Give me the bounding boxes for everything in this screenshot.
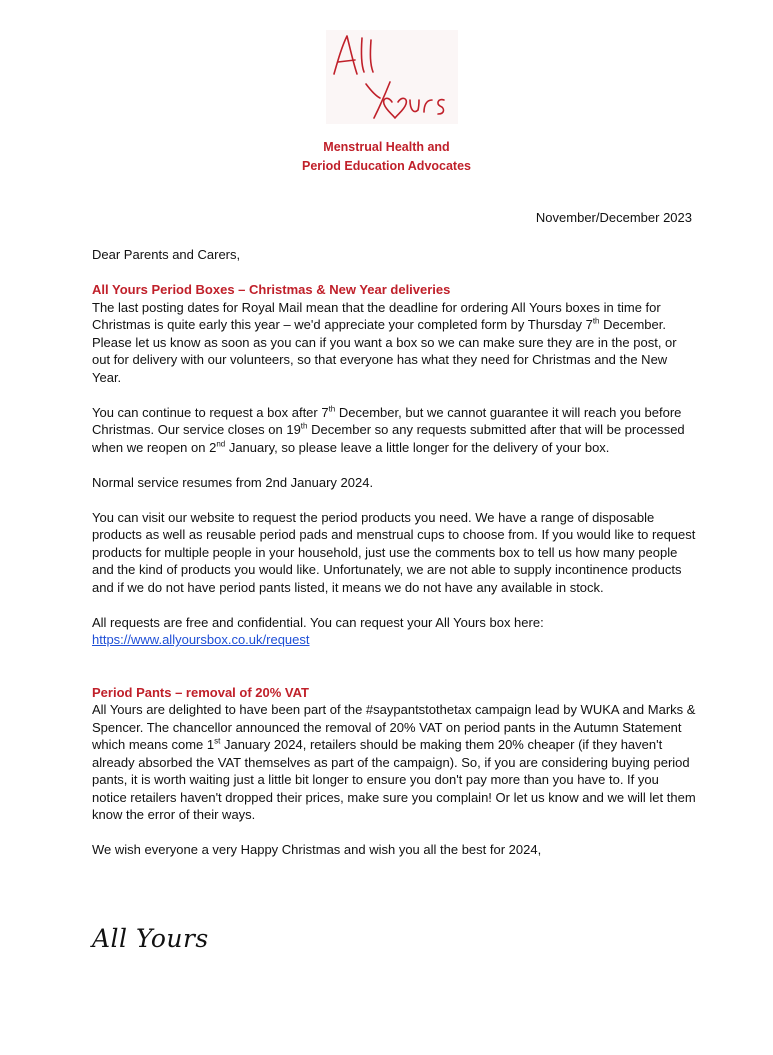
spacer [92,649,697,684]
salutation: Dear Parents and Carers, [92,247,241,262]
all-yours-logo [326,30,458,124]
paragraph-text: January 2024, retailers should be making them 20% cheaper (if they haven't already absorbed the VAT themselves as part of the campaign). So, if you are considering buying period pants, it is worth waiting just a little bit longer to ensure you don't pay more than you have to. If you notice retailers haven't dropped their prices, make sure you complain! Or let us know and we will let them know the error of their ways. [92,737,696,822]
all-yours-logo-graphic [326,30,458,124]
section-heading-period-boxes: All Yours Period Boxes – Christmas & New Year deliveries [92,282,451,297]
paragraph-text: December so any requests submitted after that will be processed when we reopen on 2 [92,422,685,455]
spacer [92,456,697,474]
signature: All Yours [92,924,209,953]
paragraph-vat [92,701,697,824]
superscript: st [214,736,221,746]
paragraph-text: You can continue to request a box after 7 [92,404,329,420]
spacer [92,491,697,509]
spacer [92,264,697,282]
paragraph-text: January, so please leave a little longer for the delivery of your box. [225,439,610,455]
request-box-link[interactable]: https://www.allyoursbox.co.uk/request [92,632,310,647]
paragraph-normal-service: Normal service resumes from 2nd January 2024. [92,474,374,490]
paragraph-text: December, but we cannot guarantee it will reach you before Christmas. Our service closes on 19 [92,404,682,437]
superscript: th [300,421,308,431]
letter-body [92,246,697,859]
spacer [92,386,697,404]
closing-line: We wish everyone a very Happy Christmas and wish you all the best for 2024, [92,842,542,857]
spacer [92,824,697,842]
tagline-line-2: Period Education Advocates [301,159,472,173]
tagline-line-1: Menstrual Health and [323,140,450,154]
letter-date: November/December 2023 [535,210,692,225]
superscript: th [592,316,600,326]
paragraph-text: All Yours are delighted to have been part of the #saypantstothetax campaign lead by WUKA and Marks & Spencer. The chancellor announced the removal of 20% VAT on period pants in the Autumn Statement which means come 1 [92,702,696,752]
superscript: th [328,404,336,414]
paragraph-deadline [92,299,697,387]
section-heading-period-pants: Period Pants – removal of 20% VAT [92,684,309,700]
paragraph-requests: All requests are free and confidential. You can request your All Yours box here: [92,614,544,630]
paragraph-service-closure [92,404,697,457]
paragraph-text: December. Please let us know as soon as you can if you want a box so we can make sure they are in the post, or out for delivery with our volunteers, so that everyone has what they need for Christmas and the New Year. [92,317,677,385]
spacer [92,596,697,614]
superscript: nd [216,439,226,449]
paragraph-text: The last posting dates for Royal Mail mean that the deadline for ordering All Yours boxes in time for Christmas is quite early this year – we'd appreciate your completed form by Thursday 7 [92,299,661,332]
paragraph-website: You can visit our website to request the period products you need. We have a range of disposable products as well as reusable period pads and menstrual cups to choose from. If you would like to request products for multiple people in your household, just use the comments box to tell us how many people and the kind of products you would like. Unfortunately, we are not able to supply incontinence products and if we do not have period pants listed, it means we do not have any available in stock. [92,509,696,595]
